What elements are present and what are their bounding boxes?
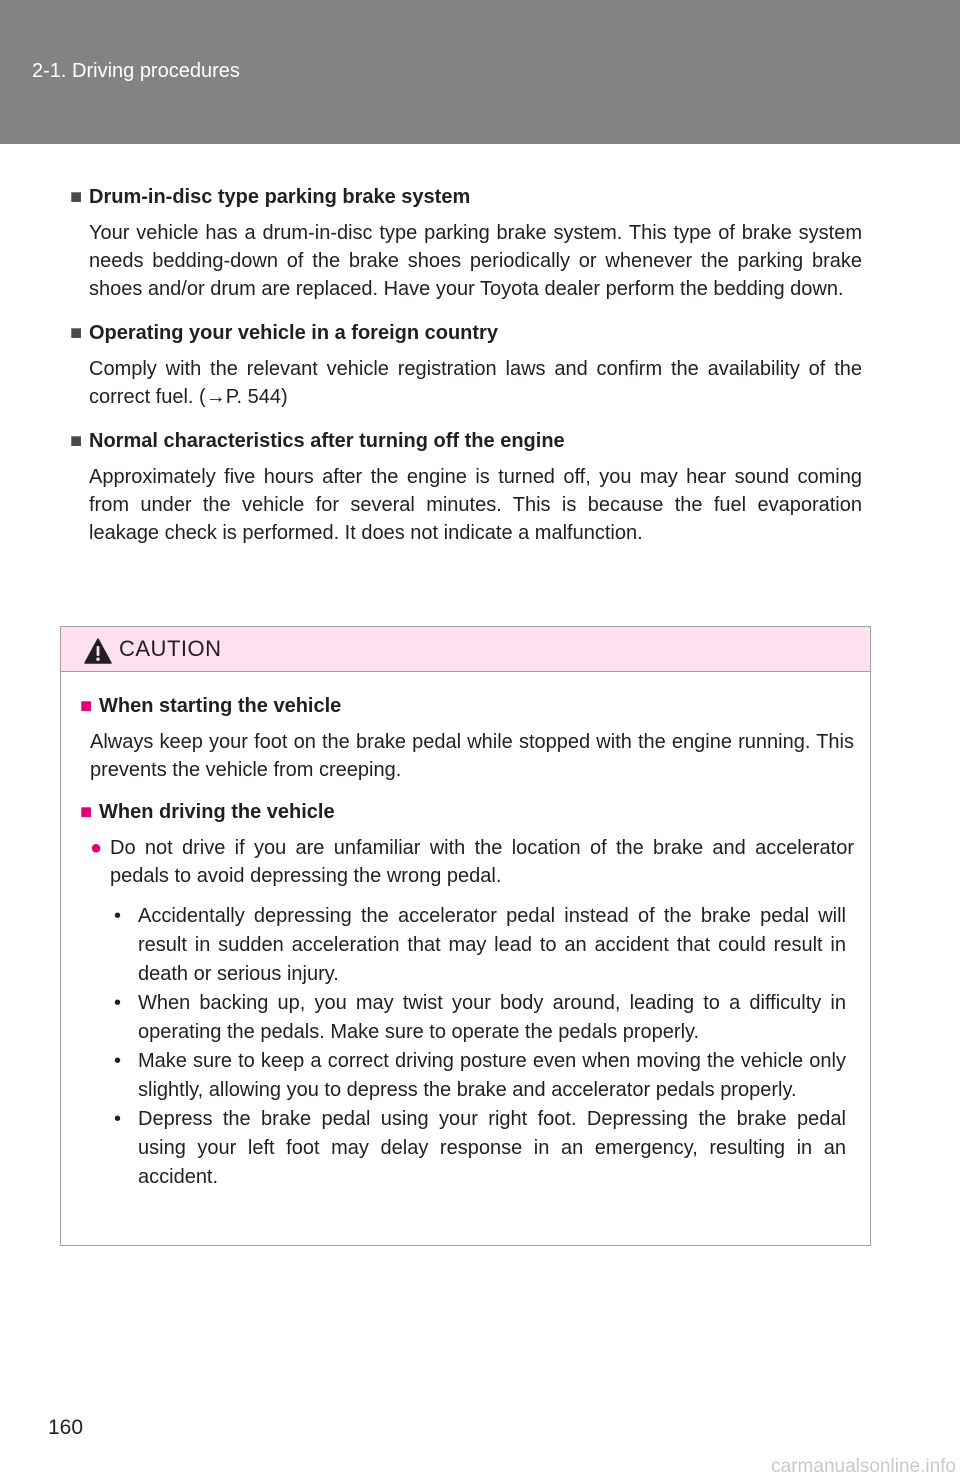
square-bullet-icon: ■ xyxy=(70,322,83,344)
bullet-item xyxy=(110,1105,846,1192)
page-header xyxy=(0,0,960,144)
bullet-item xyxy=(110,989,846,1047)
bullet-text: Depress the brake pedal using your right foot. Depressing the brake pedal using your left foot may delay response in an emergency, resulting in an accident. xyxy=(138,1108,846,1188)
chapter-title: 2-1. Driving procedures xyxy=(32,60,240,82)
page-number: 160 xyxy=(48,1416,84,1439)
square-bullet-icon: ■ xyxy=(80,801,93,823)
section-text: Your vehicle has a drum-in-disc type parking brake system. This type of brake system needs bedding-down of the brake shoes periodically or whenever the parking brake shoes and/or drum are replaced. Have your Toyota dealer perform the bedding down. xyxy=(89,222,862,300)
caution-section-driving xyxy=(80,798,854,1192)
main-content xyxy=(70,183,862,563)
bullet-marker: • xyxy=(114,1108,122,1130)
caution-heading: When starting the vehicle xyxy=(99,695,342,717)
bullet-marker: • xyxy=(114,905,122,927)
warning-triangle-icon xyxy=(84,638,112,664)
section-drum-in-disc xyxy=(70,183,862,303)
square-bullet-icon: ■ xyxy=(80,695,93,717)
watermark: carmanualsonline.info xyxy=(771,1456,956,1477)
circle-bullet-icon: ● xyxy=(90,837,103,859)
bullet-text: Accidentally depressing the accelerator pedal instead of the brake pedal will result in sudden acceleration that may lead to an accident that could result in death or serious injury. xyxy=(138,905,846,985)
section-text: Approximately five hours after the engine is turned off, you may hear sound coming from under the vehicle for several minutes. This is because the fuel evaporation leakage check is performed. It does not indicate a malfunction. xyxy=(89,466,862,544)
bullet-marker: • xyxy=(114,1050,122,1072)
caution-body xyxy=(61,672,870,1192)
caution-heading: When driving the vehicle xyxy=(99,801,335,823)
caution-section-starting xyxy=(80,692,854,784)
bullet-item xyxy=(110,1047,846,1105)
section-heading: Normal characteristics after turning off the engine xyxy=(89,430,565,452)
dot-item-text: Do not drive if you are unfamiliar with the location of the brake and accelerator pedals to avoid depressing the wrong pedal. xyxy=(110,837,854,887)
caution-text: Always keep your foot on the brake pedal while stopped with the engine running. This prevents the vehicle from creeping. xyxy=(90,731,854,781)
caution-box xyxy=(60,626,871,1246)
dot-list-item xyxy=(90,834,854,890)
bullet-text: When backing up, you may twist your body around, leading to a difficulty in operating the pedals. Make sure to operate the pedals properly. xyxy=(138,992,846,1043)
bullet-marker: • xyxy=(114,992,122,1014)
bullet-item xyxy=(110,902,846,989)
section-normal-characteristics xyxy=(70,427,862,547)
caution-header xyxy=(61,627,870,672)
caution-title: CAUTION xyxy=(119,636,222,661)
section-heading: Operating your vehicle in a foreign country xyxy=(89,322,498,344)
section-text: Comply with the relevant vehicle registration laws and confirm the availability of the correct fuel. (→P. 544) xyxy=(89,358,862,408)
section-foreign-country xyxy=(70,319,862,411)
bullet-text: Make sure to keep a correct driving posture even when moving the vehicle only slightly, allowing you to depress the brake and accelerator pedals properly. xyxy=(138,1050,846,1101)
square-bullet-icon: ■ xyxy=(70,430,83,452)
bullet-list xyxy=(110,902,846,1192)
section-heading: Drum-in-disc type parking brake system xyxy=(89,186,471,208)
square-bullet-icon: ■ xyxy=(70,186,83,208)
